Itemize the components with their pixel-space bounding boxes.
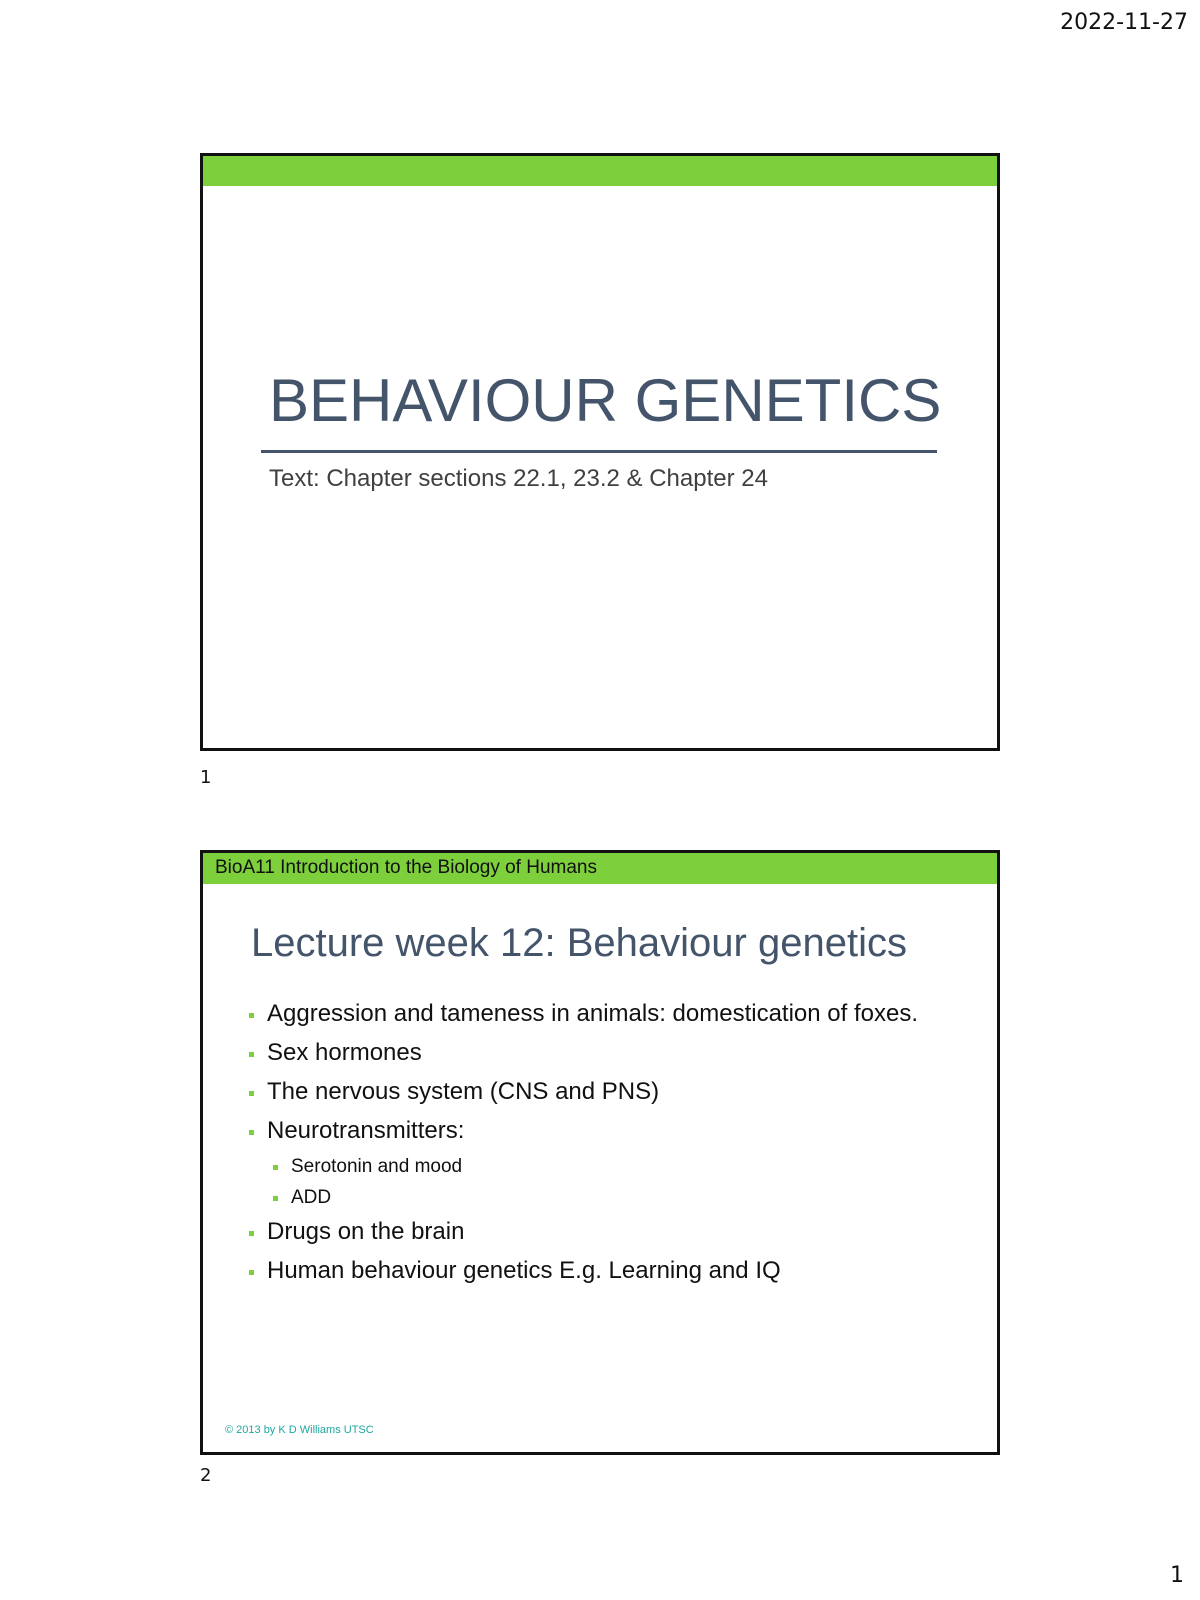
- bullet-item: Human behaviour genetics E.g. Learning and IQ: [247, 1255, 927, 1287]
- page-number: 1: [1170, 1563, 1184, 1588]
- sub-bullet-item: ADD: [247, 1185, 927, 1211]
- copyright-notice: © 2013 by K D Williams UTSC: [225, 1424, 374, 1436]
- slide-header-bar: [203, 156, 997, 186]
- slide-number-label: 1: [200, 767, 212, 788]
- slide-number-label: 2: [200, 1465, 212, 1486]
- title-divider: [261, 450, 937, 453]
- page-date: 2022-11-27: [1060, 10, 1188, 35]
- slide-title: Lecture week 12: Behaviour genetics: [251, 921, 907, 965]
- bullet-item: The nervous system (CNS and PNS): [247, 1076, 927, 1108]
- sub-bullet-item: Serotonin and mood: [247, 1154, 927, 1180]
- bullet-item: Sex hormones: [247, 1037, 927, 1069]
- slide-header-bar: [203, 853, 997, 884]
- slide-title: BEHAVIOUR GENETICS: [269, 367, 942, 434]
- slide-1: [200, 153, 1000, 751]
- bullet-list: [247, 998, 927, 1294]
- bullet-item: Drugs on the brain: [247, 1216, 927, 1248]
- course-title: BioA11 Introduction to the Biology of Humans: [215, 857, 597, 878]
- slide-2: [200, 850, 1000, 1455]
- bullet-item: Neurotransmitters:: [247, 1115, 927, 1147]
- slide-subtitle: Text: Chapter sections 22.1, 23.2 & Chapter 24: [269, 465, 768, 492]
- bullet-item: Aggression and tameness in animals: domestication of foxes.: [247, 998, 927, 1030]
